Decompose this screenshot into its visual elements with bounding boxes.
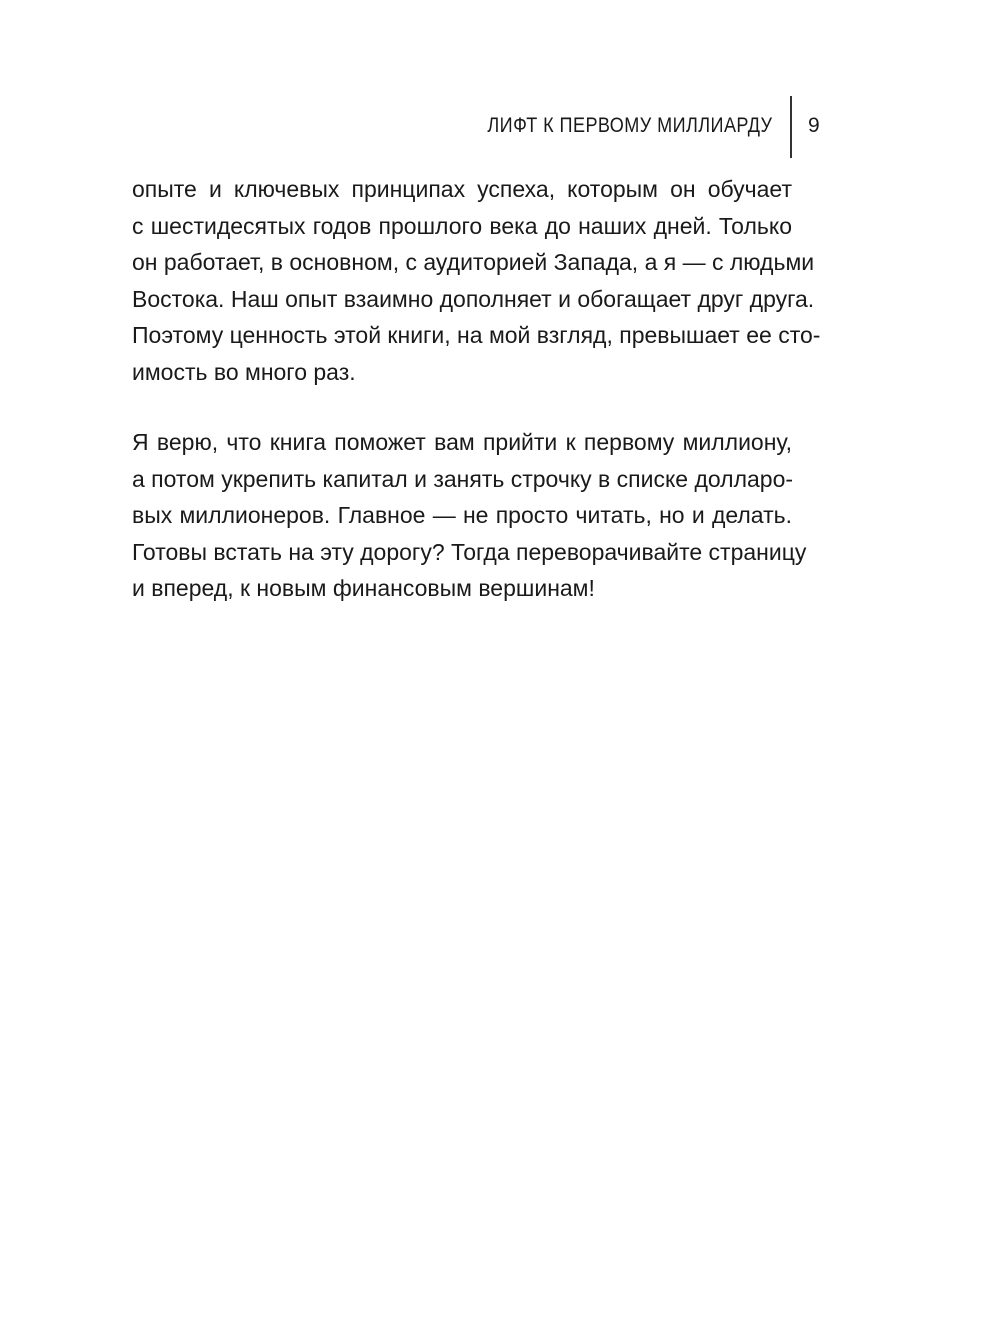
text-line: а потом укрепить капитал и занять строчку в списке долларо-	[132, 465, 794, 492]
paragraph-2	[132, 424, 807, 607]
text-line: и вперед, к новым финансовым вершинам!	[132, 575, 595, 601]
text-line: Поэтому ценность этой книги, на мой взгляд, превышает ее сто-	[132, 322, 821, 348]
text-line: Востока. Наш опыт взаимно дополняет и обогащает друг друга.	[132, 285, 815, 312]
text-line: Готовы встать на эту дорогу? Тогда переворачивайте страницу	[132, 538, 807, 565]
body-text	[132, 171, 821, 607]
text-line: Я верю, что книга поможет вам прийти к первому миллиону,	[132, 429, 792, 455]
running-header	[486, 96, 830, 158]
text-line: он работает, в основном, с аудиторией Запада, а я — с людьми	[132, 249, 815, 275]
text-line: вых миллионеров. Главное — не просто читать, но и делать.	[132, 502, 792, 528]
text-line: опыте и ключевых принципах успеха, которым он обучает	[132, 176, 792, 202]
header-divider	[790, 96, 792, 158]
text-line: с шестидесятых годов прошлого века до наших дней. Только	[132, 212, 792, 239]
paragraph-1	[132, 171, 821, 390]
running-title: ЛИФТ К ПЕРВОМУ МИЛЛИАРДУ	[486, 114, 772, 137]
page-number: 9	[808, 114, 820, 137]
text-line: имость во много раз.	[132, 358, 356, 385]
